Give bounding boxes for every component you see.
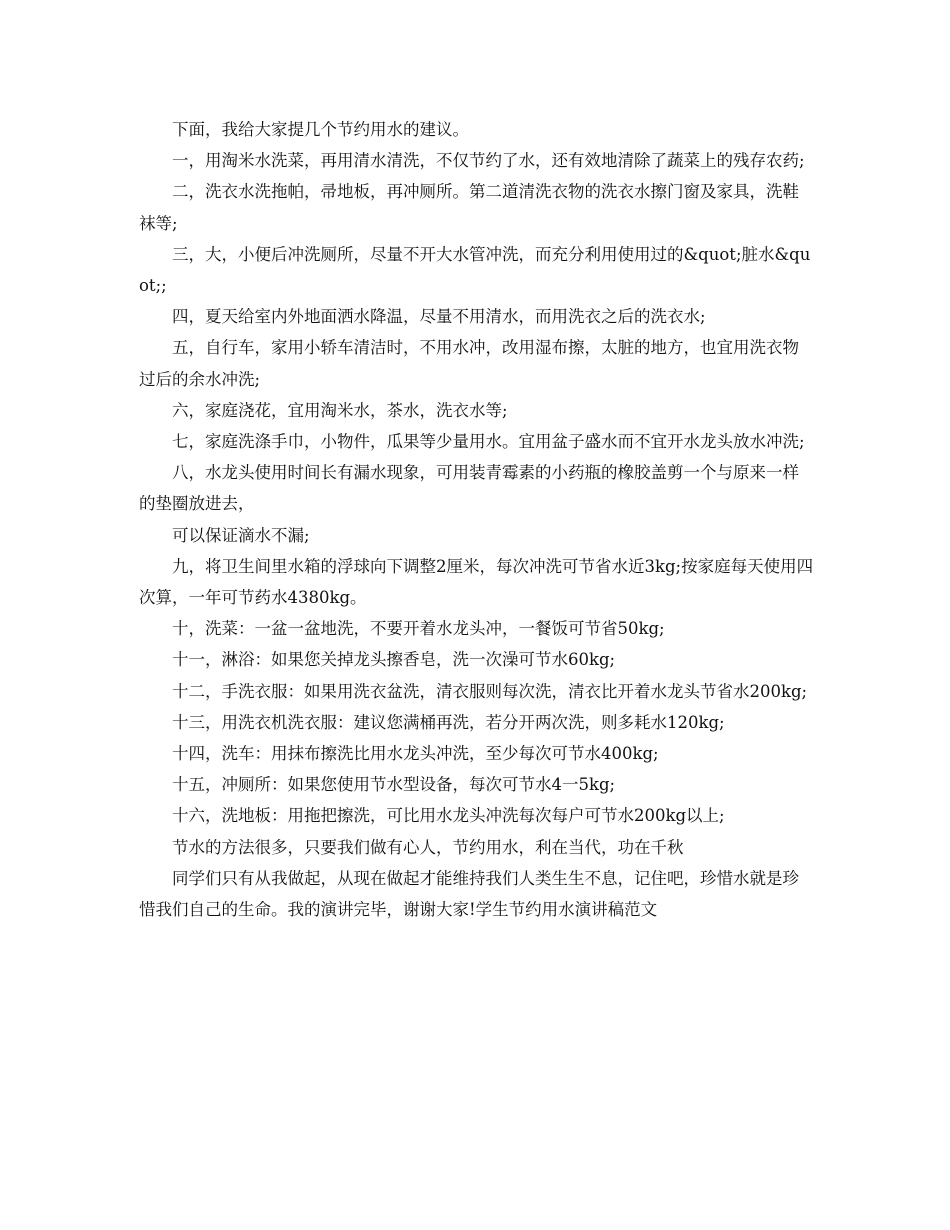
paragraph: 四，夏天给室内外地面洒水降温，尽量不用清水，而用洗衣之后的洗衣水; [172, 307, 706, 327]
paragraph: 节水的方法很多，只要我们做有心人，节约用水，利在当代，功在千秋 [172, 837, 684, 857]
paragraph: 八，水龙头使用时间长有漏水现象，可用装青霉素的小药瓶的橡胶盖剪一个与原来一样的垫圈放进去， [139, 463, 799, 514]
paragraph: 十三，用洗衣机洗衣服：建议您满桶再洗，若分开两次洗，则多耗水120kg; [172, 712, 725, 732]
paragraph: 十六，洗地板：用拖把擦洗，可比用水龙头冲洗每次每户可节水200kg以上; [172, 806, 725, 826]
paragraph: 九，将卫生间里水箱的浮球向下调整2厘米，每次冲洗可节省水近3kg;按家庭每天使用四次算，一年可节药水4380kg。 [139, 556, 814, 608]
document-body [139, 114, 815, 925]
paragraph: 同学们只有从我做起，从现在做起才能维持我们人类生生不息，记住吧，珍惜水就是珍惜我们自己的生命。我的演讲完毕，谢谢大家!学生节约用水演讲稿范文 [139, 868, 799, 920]
paragraph: 六，家庭浇花，宜用淘米水，茶水，洗衣水等; [172, 400, 508, 420]
paragraph: 可以保证滴水不漏; [172, 525, 310, 545]
paragraph: 七，家庭洗涤手巾，小物件，瓜果等少量用水。宜用盆子盛水而不宜开水龙头放水冲洗; [172, 432, 805, 452]
paragraph: 十五，冲厕所：如果您使用节水型设备，每次可节水4一5kg; [172, 775, 616, 795]
paragraph: 一，用淘米水洗菜，再用清水清洗，不仅节约了水，还有效地清除了蔬菜上的残存农药; [172, 151, 805, 171]
paragraph: 三，大，小便后冲洗厕所，尽量不开大水管冲洗，而充分利用使用过的&quot;脏水&quot;; [139, 244, 811, 296]
paragraph: 下面，我给大家提几个节约用水的建议。 [172, 120, 469, 139]
paragraph: 十二，手洗衣服：如果用洗衣盆洗，清衣服则每次洗，清衣比开着水龙头节省水200kg; [172, 681, 808, 701]
paragraph: 十，洗菜：一盆一盆地洗，不要开着水龙头冲，一餐饭可节省50kg; [172, 619, 665, 639]
paragraph: 五，自行车，家用小轿车清洁时，不用水冲，改用湿布擦，太脏的地方，也宜用洗衣物过后的余水冲洗; [139, 338, 799, 389]
paragraph: 二，洗衣水洗拖帕，帚地板，再冲厕所。第二道清洗衣物的洗衣水擦门窗及家具，洗鞋袜等; [139, 182, 799, 233]
paragraph: 十一，淋浴：如果您关掉龙头擦香皂，洗一次澡可节水60kg; [172, 650, 616, 670]
paragraph: 十四，洗车：用抹布擦洗比用水龙头冲洗，至少每次可节水400kg; [172, 744, 659, 764]
